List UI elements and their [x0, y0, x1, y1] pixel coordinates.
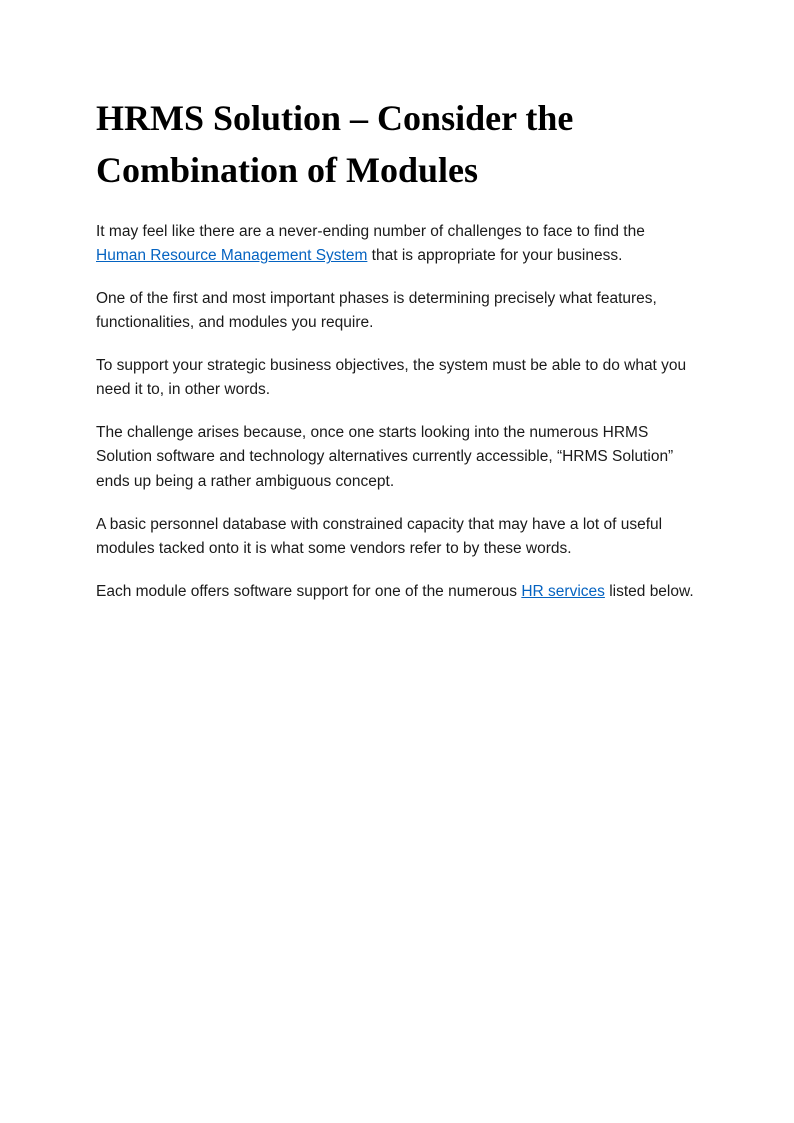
- paragraph-4: The challenge arises because, once one starts looking into the numerous HRMS Solution software and technology alternatives currently accessible, “HRMS Solution” ends up being a rather ambiguous concept.: [96, 424, 674, 490]
- page-title: HRMS Solution – Consider the Combination of Modules: [96, 98, 574, 191]
- paragraph-6-text-post: listed below.: [604, 582, 694, 600]
- paragraph-1: [96, 220, 698, 268]
- paragraph-1-text-post: that is appropriate for your business.: [367, 247, 623, 265]
- paragraph-2: One of the first and most important phases is determining precisely what features, functionalities, and modules you require.: [96, 290, 657, 332]
- paragraph-1-text-pre: It may feel like there are a never-ending number of challenges to face to find the: [96, 223, 645, 241]
- hrms-system-link[interactable]: Human Resource Management System: [96, 247, 368, 265]
- paragraph-6-text-pre: Each module offers software support for one of the numerous: [96, 582, 522, 600]
- paragraph-5: A basic personnel database with constrained capacity that may have a lot of useful modules tacked onto it is what some vendors refer to by these words.: [96, 515, 663, 557]
- paragraph-6: [96, 580, 698, 604]
- hr-services-link[interactable]: HR services: [521, 582, 605, 600]
- paragraph-3: To support your strategic business objectives, the system must be able to do what you need it to, in other words.: [96, 357, 687, 399]
